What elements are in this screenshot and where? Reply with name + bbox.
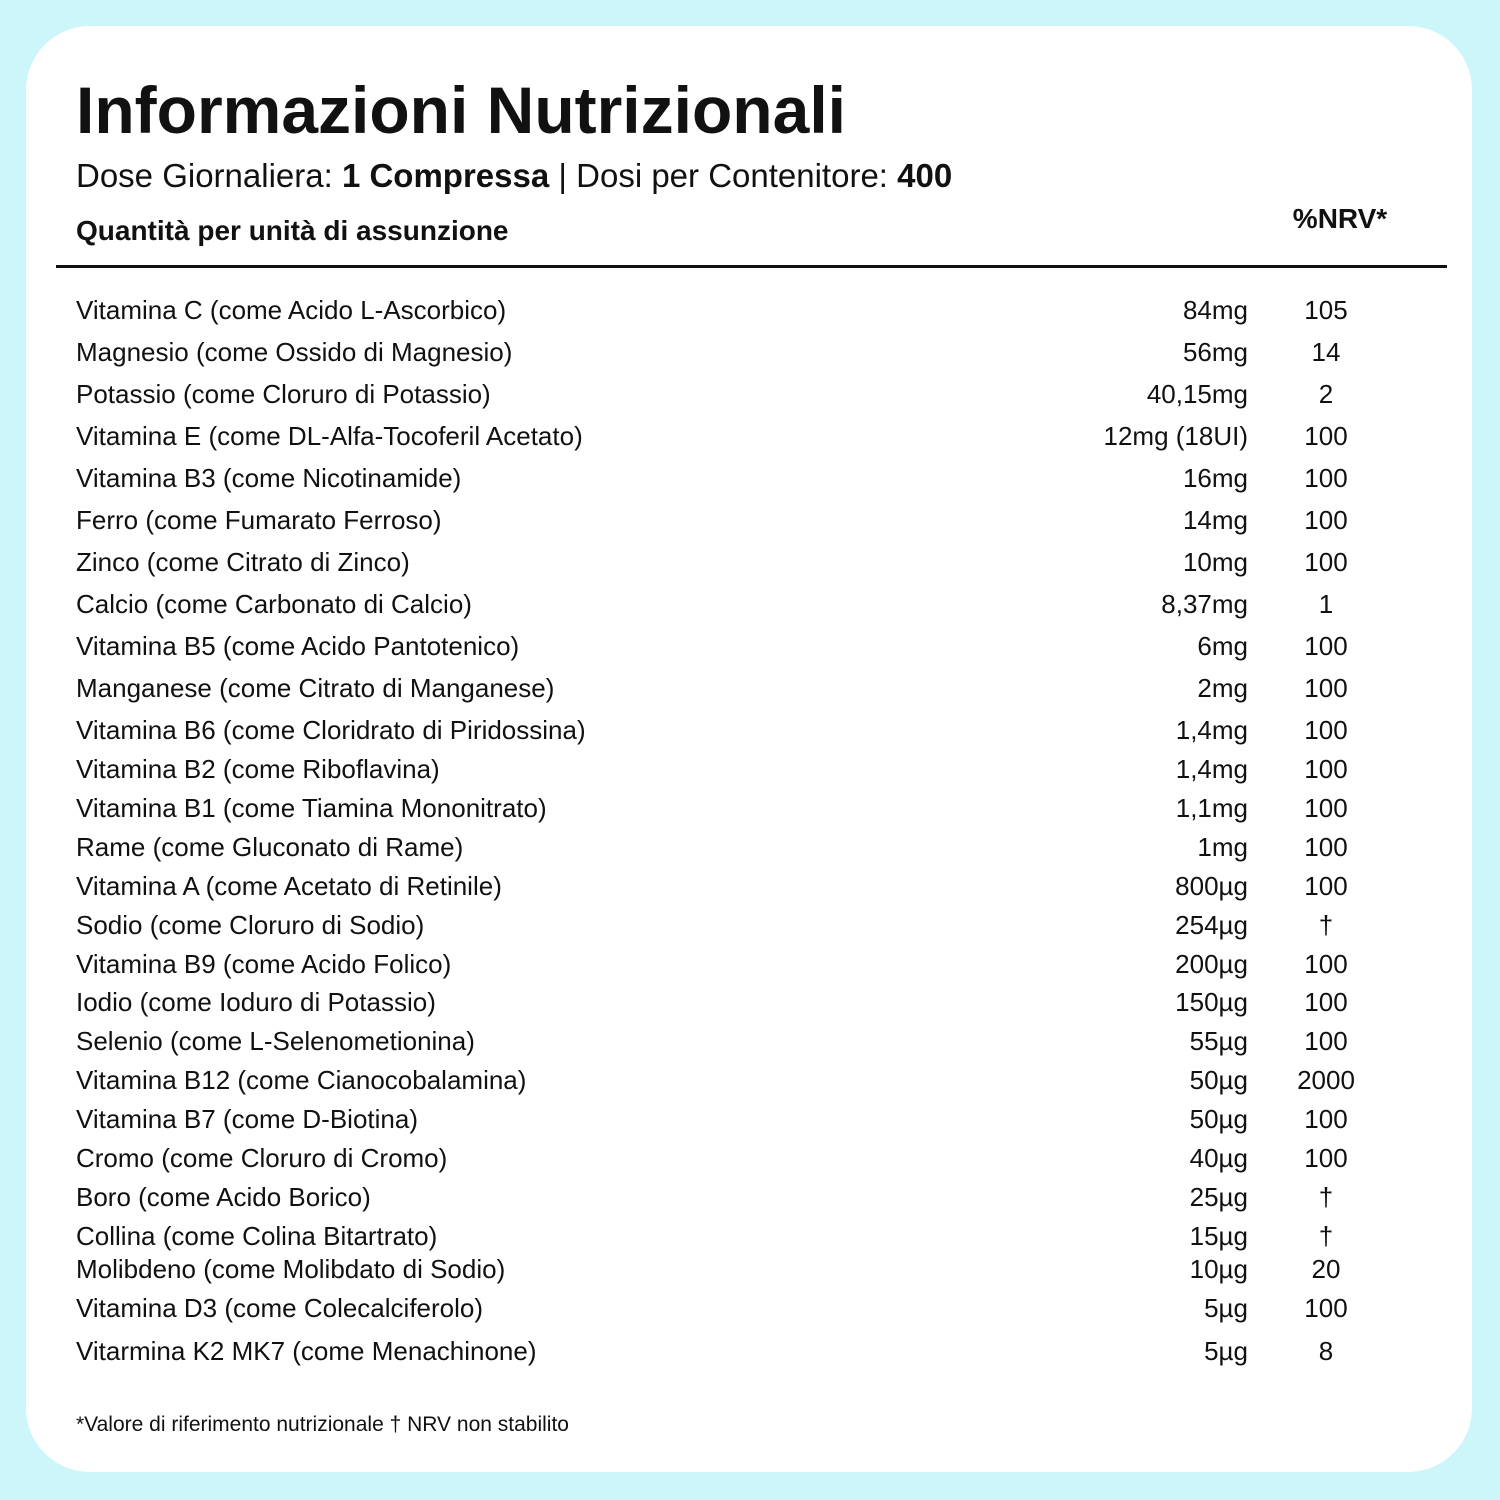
table-row	[26, 584, 1472, 624]
nutrient-nrv: 100	[1304, 1104, 1348, 1134]
amount-column-header: Quantità per unità di assunzione	[76, 215, 509, 246]
nutrient-name: Rame (come Gluconato di Rame)	[76, 832, 464, 862]
nutrient-nrv: 8	[1318, 1336, 1334, 1366]
table-row	[26, 416, 1472, 456]
table-row	[26, 1138, 1472, 1178]
dose-label: Dose Giornaliera:	[76, 157, 342, 194]
nutrient-amount: 5µg	[1204, 1293, 1248, 1323]
table-row	[26, 626, 1472, 666]
nutrient-amount: 55µg	[1189, 1026, 1248, 1056]
nutrient-amount: 50µg	[1189, 1104, 1248, 1134]
containers-label: Dosi per Contenitore:	[576, 157, 898, 194]
nutrient-nrv: †	[1318, 1221, 1334, 1251]
table-row	[26, 827, 1472, 867]
nutrient-name: Zinco (come Citrato di Zinco)	[76, 547, 410, 577]
nutrient-amount: 254µg	[1175, 910, 1248, 940]
nutrient-amount: 15µg	[1189, 1221, 1248, 1251]
table-row	[26, 1288, 1472, 1328]
nutrient-nrv: 100	[1304, 1143, 1348, 1173]
nutrient-nrv: †	[1318, 910, 1334, 940]
nutrient-name: Sodio (come Cloruro di Sodio)	[76, 910, 425, 940]
nutrient-amount: 150µg	[1175, 987, 1248, 1017]
table-row	[26, 542, 1472, 582]
table-row	[26, 982, 1472, 1022]
nutrient-nrv: 100	[1304, 715, 1348, 745]
nutrient-amount: 40µg	[1189, 1143, 1248, 1173]
nutrient-nrv: 100	[1304, 754, 1348, 784]
nutrient-name: Vitamina B2 (come Riboflavina)	[76, 754, 440, 784]
nutrient-nrv: 100	[1304, 505, 1348, 535]
nutrient-name: Collina (come Colina Bitartrato)	[76, 1221, 438, 1251]
table-row	[26, 332, 1472, 372]
nutrient-amount: 12mg (18UI)	[1103, 421, 1248, 451]
nutrient-name: Vitamina B7 (come D-Biotina)	[76, 1104, 418, 1134]
dose-value: 1 Compressa	[341, 157, 550, 194]
containers-value: 400	[897, 157, 953, 194]
nutrient-name: Vitamina D3 (come Colecalciferolo)	[76, 1293, 484, 1323]
table-row	[26, 1099, 1472, 1139]
dose-separator: |	[549, 157, 577, 194]
nutrient-amount: 6mg	[1197, 631, 1248, 661]
nutrient-name: Manganese (come Citrato di Manganese)	[76, 673, 555, 703]
table-row	[26, 1177, 1472, 1217]
nutrient-amount: 1,1mg	[1175, 793, 1248, 823]
nutrient-name: Molibdeno (come Molibdato di Sodio)	[76, 1254, 506, 1284]
nutrient-nrv: 100	[1304, 1026, 1348, 1056]
nutrient-name: Cromo (come Cloruro di Cromo)	[76, 1143, 448, 1173]
nutrient-amount: 5µg	[1204, 1336, 1248, 1366]
nutrient-amount: 1mg	[1197, 832, 1248, 862]
table-row	[26, 500, 1472, 540]
nutrient-name: Vitamina E (come DL-Alfa-Tocoferil Acetato)	[76, 421, 583, 451]
nutrient-nrv: 20	[1311, 1254, 1341, 1284]
page-title: Informazioni Nutrizionali	[76, 73, 846, 147]
nutrient-nrv: 14	[1311, 337, 1341, 367]
nutrient-nrv: 100	[1304, 631, 1348, 661]
table-row	[26, 458, 1472, 498]
nutrient-nrv: 100	[1304, 547, 1348, 577]
nutrient-nrv: 1	[1318, 589, 1334, 619]
nutrient-name: Vitamina A (come Acetato di Retinile)	[76, 871, 502, 901]
table-row	[26, 668, 1472, 708]
nutrient-amount: 2mg	[1197, 673, 1248, 703]
table-row	[26, 944, 1472, 984]
table-row	[26, 1249, 1472, 1289]
nutrient-name: Vitamina B1 (come Tiamina Mononitrato)	[76, 793, 547, 823]
nutrient-amount: 1,4mg	[1175, 715, 1248, 745]
nutrient-name: Calcio (come Carbonato di Calcio)	[76, 589, 472, 619]
nutrient-nrv: 105	[1304, 295, 1348, 325]
table-row	[26, 905, 1472, 945]
nutrient-name: Vitamina B3 (come Nicotinamide)	[76, 463, 462, 493]
nutrient-nrv: 100	[1304, 832, 1348, 862]
table-row	[26, 788, 1472, 828]
nutrient-name: Vitamina B6 (come Cloridrato di Piridossina)	[76, 715, 586, 745]
nutrient-name: Vitamina C (come Acido L-Ascorbico)	[76, 295, 507, 325]
nutrient-name: Ferro (come Fumarato Ferroso)	[76, 505, 442, 535]
nutrient-name: Iodio (come Ioduro di Potassio)	[76, 987, 436, 1017]
nutrient-nrv: 100	[1304, 463, 1348, 493]
nutrient-name: Vitamina B9 (come Acido Folico)	[76, 949, 452, 979]
nutrient-amount: 50µg	[1189, 1065, 1248, 1095]
nutrient-nrv: 2	[1318, 379, 1334, 409]
nutrient-name: Vitarmina K2 MK7 (come Menachinone)	[76, 1336, 537, 1366]
nutrient-amount: 8,37mg	[1161, 589, 1248, 619]
table-row	[26, 710, 1472, 750]
table-row	[26, 374, 1472, 414]
table-row	[26, 1331, 1472, 1371]
nutrient-amount: 10mg	[1182, 547, 1248, 577]
table-row	[26, 1021, 1472, 1061]
nutrient-amount: 10µg	[1189, 1254, 1248, 1284]
nutrient-nrv: 100	[1304, 421, 1348, 451]
nutrient-amount: 800µg	[1175, 871, 1248, 901]
nutrient-amount: 16mg	[1182, 463, 1248, 493]
nutrient-amount: 40,15mg	[1146, 379, 1248, 409]
nutrition-card	[26, 26, 1472, 1472]
nutrient-nrv: †	[1318, 1182, 1334, 1212]
nutrient-amount: 56mg	[1182, 337, 1248, 367]
nutrient-amount: 1,4mg	[1175, 754, 1248, 784]
nutrient-name: Vitamina B5 (come Acido Pantotenico)	[76, 631, 520, 661]
nutrient-name: Potassio (come Cloruro di Potassio)	[76, 379, 491, 409]
nutrient-nrv: 100	[1304, 949, 1348, 979]
nutrient-name: Boro (come Acido Borico)	[76, 1182, 371, 1212]
table-row	[26, 749, 1472, 789]
table-row	[26, 1060, 1472, 1100]
table-row	[26, 866, 1472, 906]
nutrient-nrv: 100	[1304, 987, 1348, 1017]
nutrient-table	[26, 26, 1472, 1472]
nutrient-amount: 84mg	[1182, 295, 1248, 325]
nutrient-name: Selenio (come L-Selenometionina)	[76, 1026, 475, 1056]
nutrient-nrv: 100	[1304, 793, 1348, 823]
table-row	[26, 290, 1472, 330]
nutrient-nrv: 2000	[1297, 1065, 1355, 1095]
nutrient-name: Magnesio (come Ossido di Magnesio)	[76, 337, 513, 367]
nutrient-amount: 25µg	[1189, 1182, 1248, 1212]
nutrient-nrv: 100	[1304, 871, 1348, 901]
nutrient-nrv: 100	[1304, 1293, 1348, 1323]
footnote: *Valore di riferimento nutrizionale † NRV non stabilito	[76, 1413, 569, 1436]
nutrient-nrv: 100	[1304, 673, 1348, 703]
nutrient-amount: 200µg	[1175, 949, 1248, 979]
nutrient-name: Vitamina B12 (come Cianocobalamina)	[76, 1065, 527, 1095]
nrv-column-header: %NRV*	[1292, 203, 1388, 234]
nutrient-amount: 14mg	[1182, 505, 1248, 535]
